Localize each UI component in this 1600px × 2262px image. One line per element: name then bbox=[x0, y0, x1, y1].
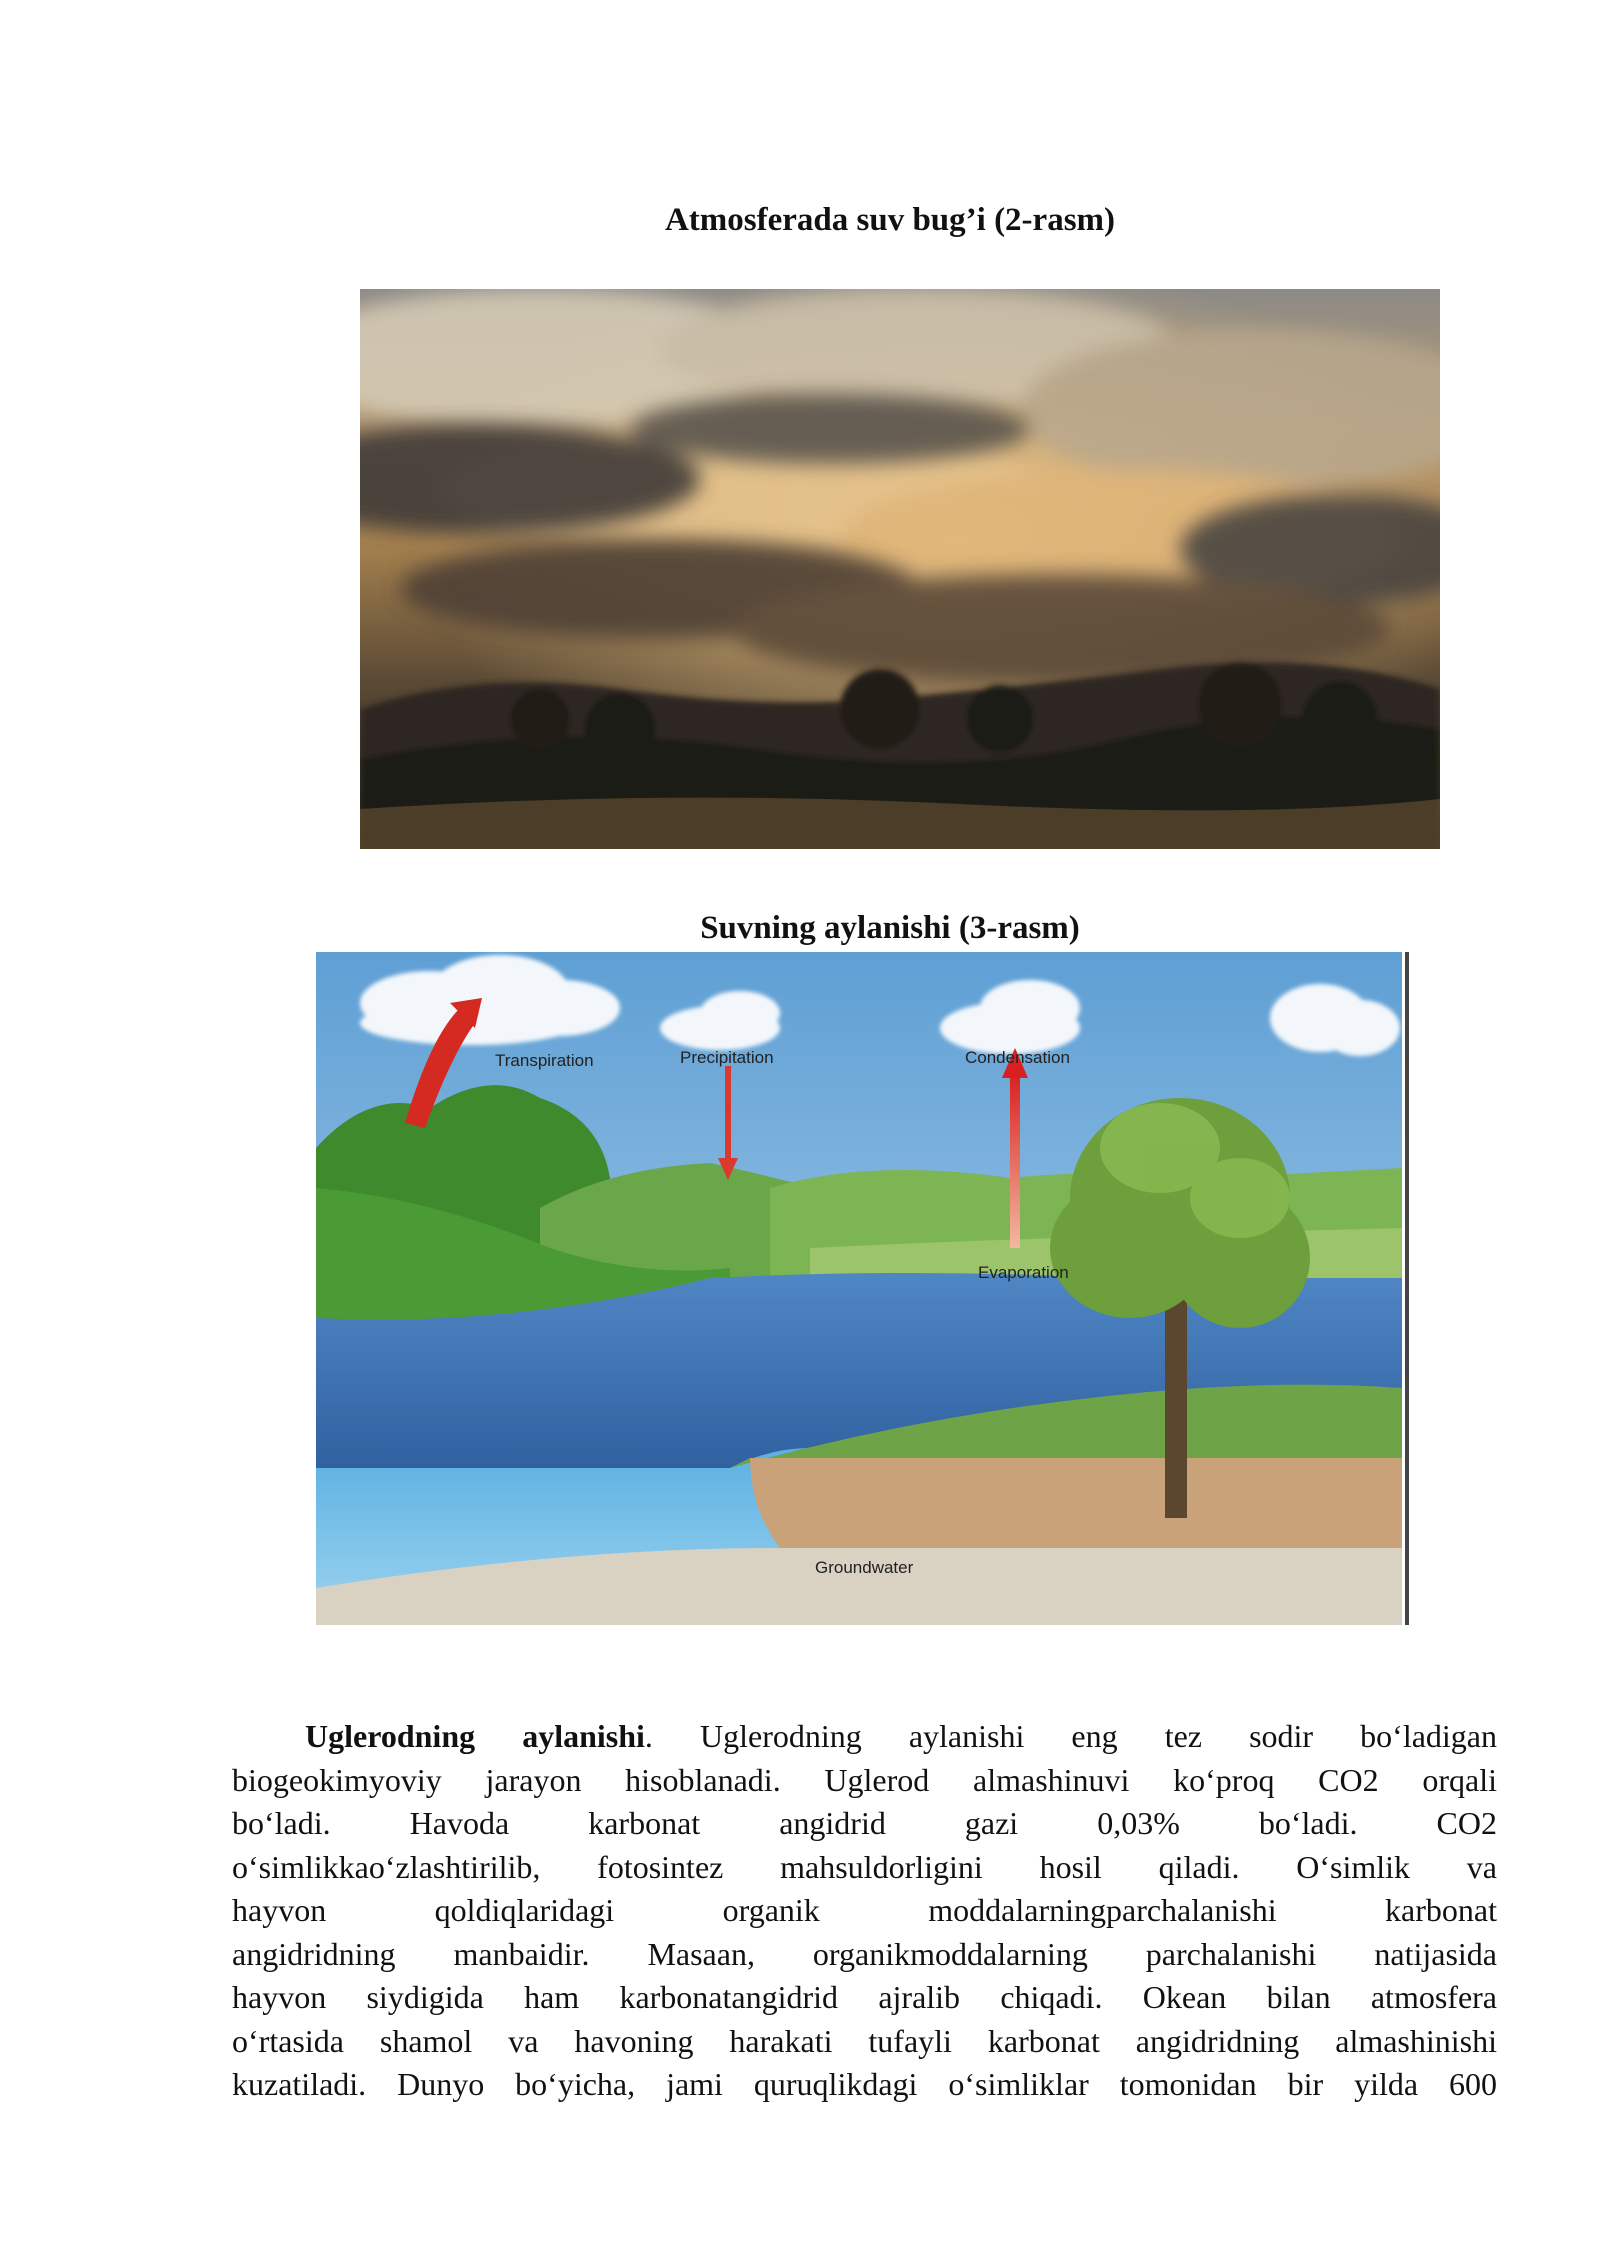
paragraph-line: o‘simlikkao‘zlashtirilib, fotosintez mahsuldorligini hosil qiladi. O‘simlik va bbox=[232, 1848, 1497, 1885]
carbon-cycle-paragraph bbox=[232, 1715, 1497, 2107]
groundwater-label: Groundwater bbox=[815, 1558, 914, 1577]
paragraph-line: Uglerodning aylanishi. Uglerodning aylanishi eng tez sodir bo‘ladigan bbox=[305, 1718, 1497, 1754]
paragraph-line: o‘rtasida shamol va havoning harakati tufayli karbonat angidridning almashinishi bbox=[232, 2022, 1497, 2059]
figure2-caption: Atmosferada suv bug’i (2-rasm) bbox=[664, 202, 1116, 238]
evaporation-label: Evaporation bbox=[978, 1263, 1069, 1282]
paragraph-line: hayvon qoldiqlaridagi organik moddalarningparchalanishi karbonat bbox=[232, 1892, 1497, 1928]
transpiration-label: Transpiration bbox=[495, 1051, 594, 1070]
figure3-caption: Suvning aylanishi (3-rasm) bbox=[700, 910, 1080, 946]
paragraph-line: bo‘ladi. Havoda karbonat angidrid gazi 0,03% bo‘ladi. CO2 bbox=[232, 1805, 1497, 1841]
section-heading: Uglerodning aylanishi bbox=[305, 1718, 645, 1754]
condensation-label: Condensation bbox=[965, 1048, 1070, 1067]
water-cycle-diagram bbox=[310, 948, 1410, 1625]
paragraph-line: biogeokimyoviy jarayon hisoblanadi. Uglerod almashinuvi ko‘proq CO2 orqali bbox=[232, 1761, 1497, 1798]
paragraph-line: angidridning manbaidir. Masaan, organikmoddalarning parchalanishi natijasida bbox=[232, 1935, 1497, 1972]
paragraph-line: kuzatiladi. Dunyo bo‘yicha, jami quruqlikdagi o‘simliklar tomonidan bir yilda 600 bbox=[232, 2066, 1497, 2102]
paragraph-line: hayvon siydigida ham karbonatangidrid ajralib chiqadi. Okean bilan atmosfera bbox=[232, 1979, 1497, 2015]
clouds-photo bbox=[360, 289, 1440, 849]
precipitation-label: Precipitation bbox=[680, 1048, 774, 1067]
